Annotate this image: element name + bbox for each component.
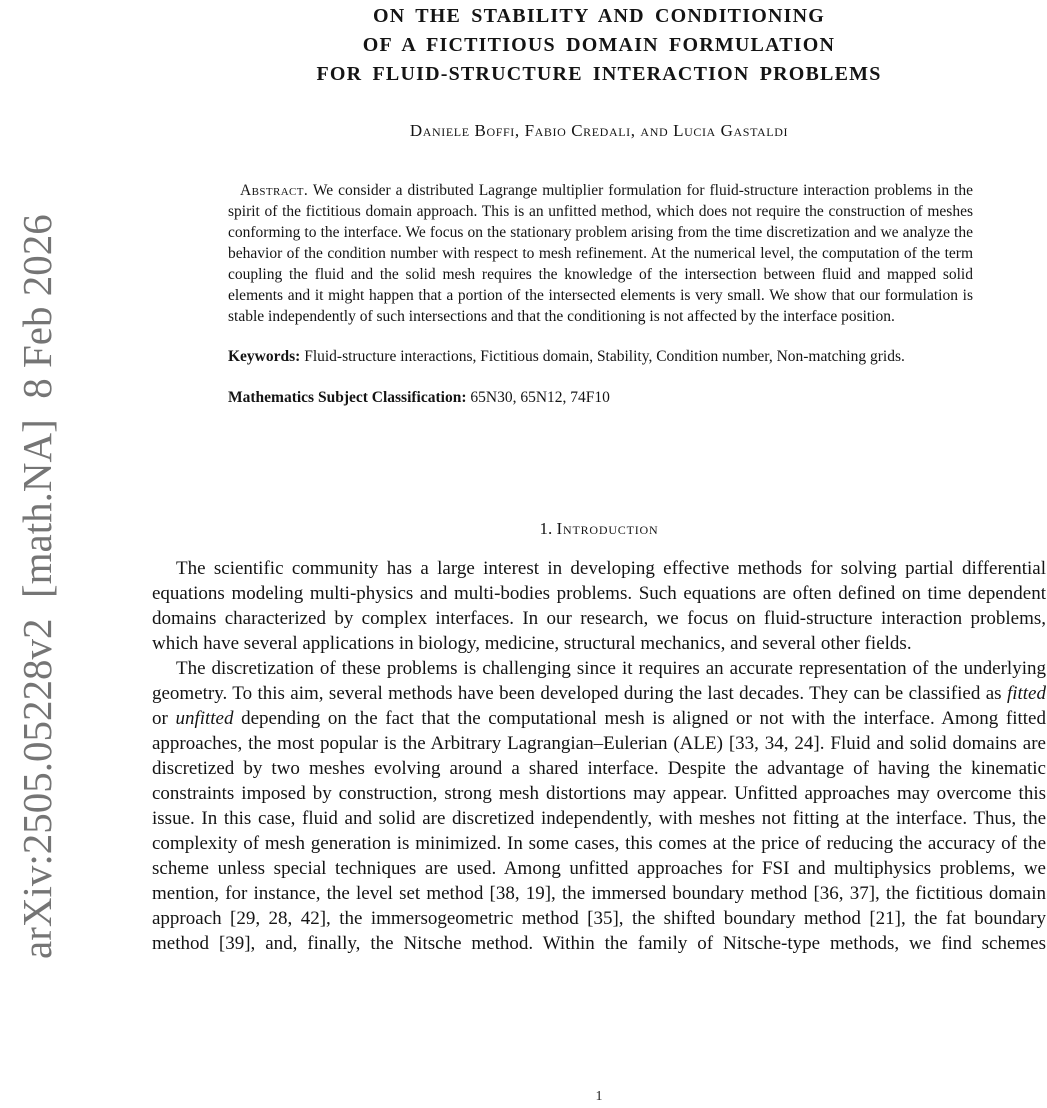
msc-label: Mathematics Subject Classification: — [228, 389, 467, 406]
abstract-label: Abstract. — [240, 182, 309, 199]
msc-paragraph — [228, 387, 973, 408]
keywords-paragraph — [228, 346, 973, 367]
page-number: 1 — [595, 1089, 603, 1104]
abstract-paragraph — [228, 180, 973, 327]
msc-text: 65N30, 65N12, 74F10 — [466, 389, 610, 406]
keywords-label: Keywords: — [228, 348, 301, 365]
keywords-text: Fluid-structure interactions, Fictitious domain, Stability, Condition number, Non-matching grids. — [300, 348, 905, 365]
intro-paragraph-1: The scientific community has a large interest in developing effective methods for solving partial differential equations modeling multi-physics and multi-bodies problems. Such equations are often defined on time dependent domains characterized by complex interfaces. In our research, we focus on fluid-structure interaction problems, which have several applications in biology, medicine, structural mechanics, and several other fields. — [152, 558, 1046, 654]
intro-paragraph-2: The discretization of these problems is challenging since it requires an accurate representation of the underlying geometry. To this aim, several methods have been developed during the last decades. They can be classified as fitted or unfitted depending on the fact that the computational mesh is aligned or not with the interface. Among fitted approaches, the most popular is the Arbitrary Lagrangian–Eulerian (ALE) [33, 34, 24]. Fluid and solid domains are discretized by two meshes evolving around a shared interface. Despite the advantage of having the kinematic constraints imposed by construction, strong mesh distortions may appear. Unfitted approaches may overcome this issue. In this case, fluid and solid are discretized independently, with meshes not fitting at the interface. Thus, the complexity of mesh generation is minimized. In some cases, this comes at the price of reducing the accuracy of the scheme unless special techniques are used. Among unfitted approaches for FSI and multiphysics problems, we mention, for instance, the level set method [38, 19], the immersed boundary method [36, 37], the fictitious domain approach [29, 28, 42], the immersogeometric method [35], the shifted boundary method [21], the fat boundary method [39], and, finally, the Nitsche method. Within the family of Nitsche-type methods, we find schemes — [152, 658, 1046, 954]
abstract-block — [228, 180, 973, 408]
section-1-number: 1. — [539, 519, 553, 538]
paper-title-line-2: OF A FICTITIOUS DOMAIN FORMULATION — [362, 34, 836, 56]
paper-title-line-1: ON THE STABILITY AND CONDITIONING — [373, 5, 825, 27]
section-1-title: Introduction — [556, 519, 659, 538]
paper-title-line-3: FOR FLUID-STRUCTURE INTERACTION PROBLEMS — [316, 63, 882, 85]
paper-content — [152, 0, 1046, 956]
authors-line: Daniele Boffi, Fabio Credali, and Lucia Gastaldi — [409, 121, 789, 140]
abstract-text: We consider a distributed Lagrange multiplier formulation for fluid-structure interaction problems in the spirit of the fictitious domain approach. This is an unfitted method, which does not require the construction of meshes conforming to the interface. We focus on the stationary problem arising from the time discretization and we analyze the behavior of the condition number with respect to mesh refinement. At the numerical level, the computation of the term coupling the fluid and the solid mesh requires the knowledge of the intersection between fluid and mapped solid elements and it might happen that a portion of the intersected elements is very small. We show that our formulation is stable independently of such intersections and that the conditioning is not affected by the interface position. — [228, 182, 973, 325]
paper-title — [152, 0, 1046, 89]
arxiv-watermark: arXiv:2505.05228v2 [math.NA] 8 Feb 2026 — [14, 214, 60, 959]
section-1-heading — [152, 519, 1046, 539]
